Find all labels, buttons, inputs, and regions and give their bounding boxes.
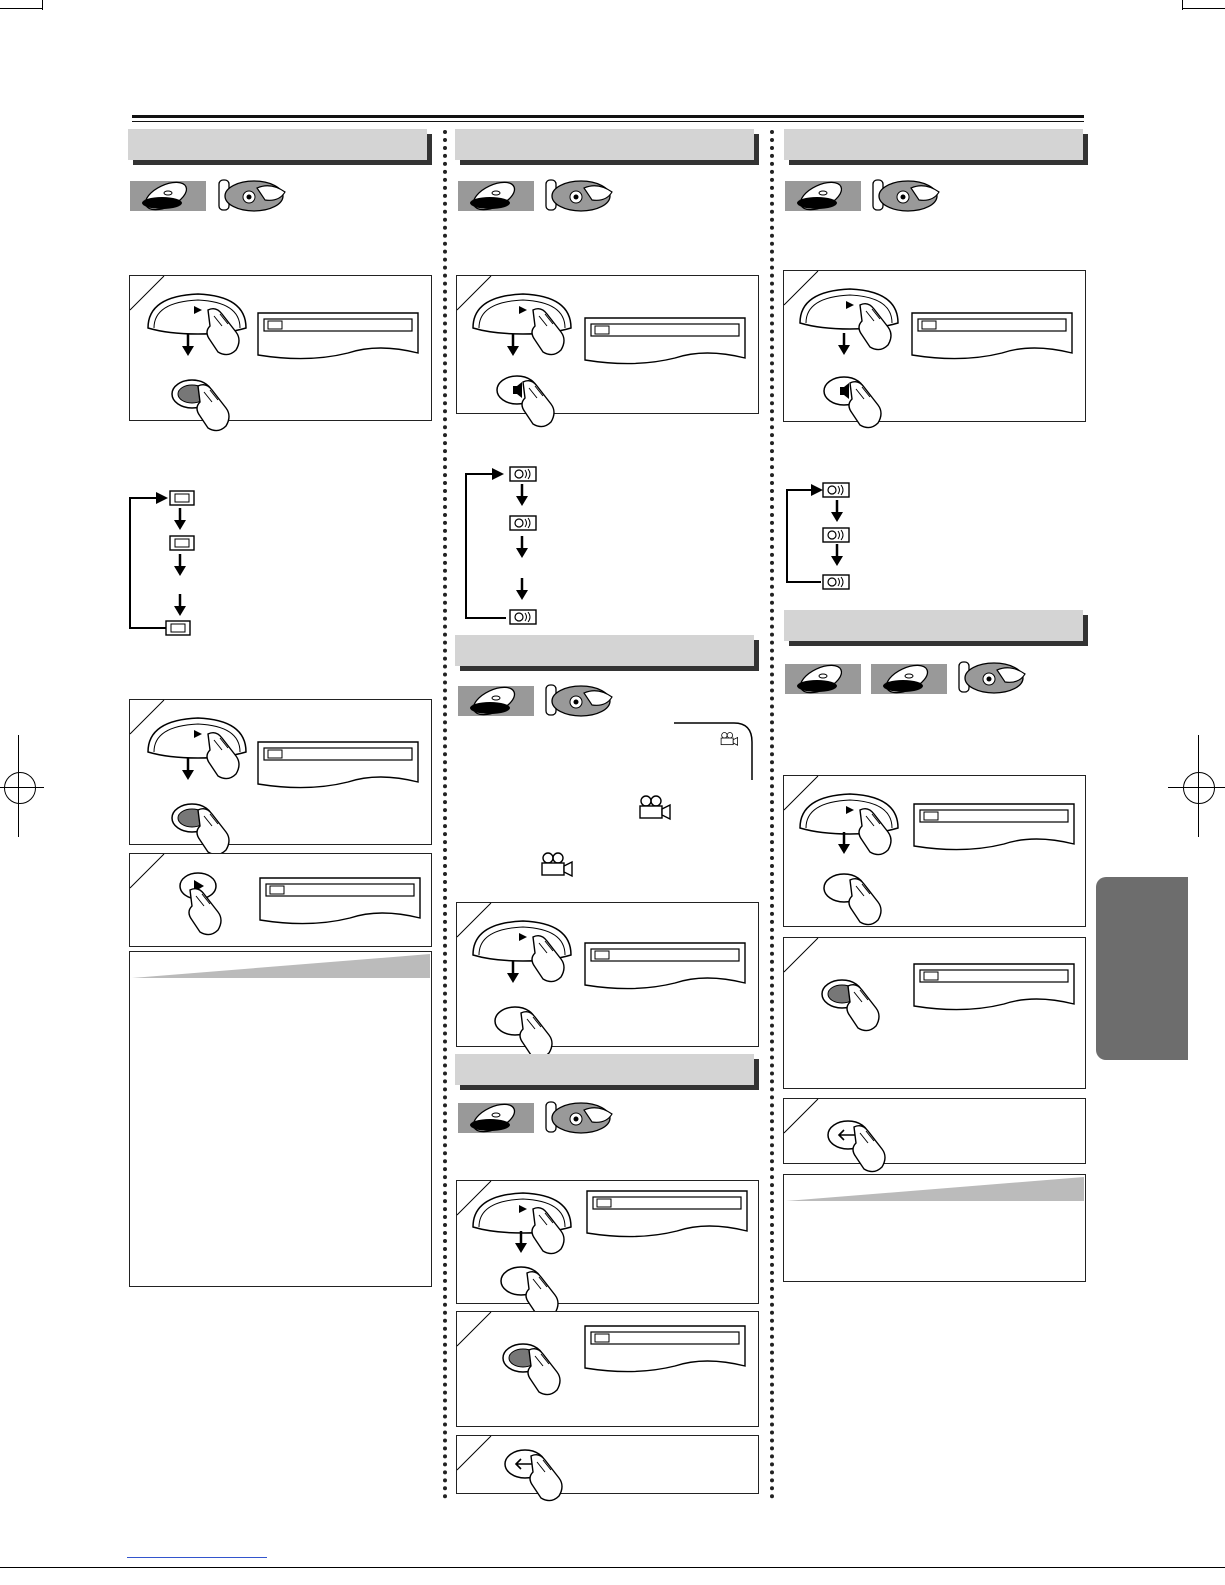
down-arrow-icon (182, 334, 196, 358)
pointing-hand-icon (198, 810, 238, 840)
on-screen-display (585, 943, 749, 999)
step-panel-1 (129, 275, 432, 421)
remote-control-icon (873, 180, 943, 214)
on-screen-display (914, 964, 1078, 1020)
pointing-hand-icon (527, 1273, 567, 1303)
registration-mark-left (4, 772, 36, 804)
section-header-audio-2 (784, 129, 1083, 160)
step-corner (457, 1312, 497, 1352)
step-corner (130, 854, 170, 894)
column-divider (770, 130, 774, 1500)
pointing-hand-icon (198, 386, 238, 416)
crop-mark (18, 735, 19, 837)
step-panel-zoom-3 (456, 1435, 759, 1494)
remote-control-icon (546, 685, 616, 719)
section-header-subtitle (128, 129, 427, 160)
down-arrow-icon (507, 334, 521, 358)
crop-mark (1198, 735, 1199, 837)
section-header-audio (455, 129, 754, 160)
section-header-zoom (455, 1054, 754, 1085)
note-bracket (674, 722, 754, 782)
down-arrow-icon (515, 1231, 529, 1255)
crop-mark (42, 0, 43, 10)
audio-cycle-diagram (462, 466, 552, 626)
registration-mark-right (1183, 772, 1215, 804)
crop-mark (1182, 0, 1183, 10)
on-screen-display (258, 742, 422, 798)
pointing-hand-icon (850, 880, 890, 910)
remote-control-icon (959, 662, 1029, 696)
note-box (129, 951, 432, 1287)
camera-angle-icon (638, 795, 672, 821)
crop-mark (1182, 8, 1225, 9)
on-screen-display (912, 313, 1076, 369)
remote-control-icon (219, 180, 289, 214)
down-arrow-icon (838, 832, 852, 856)
on-screen-display (587, 1191, 751, 1247)
disc-icon (130, 181, 208, 213)
disc-icon (458, 181, 536, 213)
note-box-2 (783, 1174, 1086, 1282)
header-rule-thin (132, 121, 1084, 122)
step-panel-title-3 (783, 1098, 1086, 1164)
header-rule (132, 115, 1084, 118)
on-screen-display (585, 1326, 749, 1382)
pointing-hand-icon (521, 1013, 561, 1043)
pointing-hand-icon (208, 310, 248, 360)
pointing-hand-icon (529, 1350, 569, 1380)
step-panel-2 (129, 699, 432, 845)
disc-icon (458, 686, 536, 718)
step-panel-angle-1 (456, 902, 759, 1047)
disc-icon (785, 181, 863, 213)
remote-control-icon (546, 1102, 616, 1136)
step-corner (784, 1099, 824, 1139)
pointing-hand-icon (208, 734, 248, 784)
camera-angle-icon (540, 852, 574, 878)
section-header-title (784, 610, 1083, 641)
pointing-hand-icon (190, 890, 230, 940)
camera-angle-icon (720, 732, 740, 748)
step-corner (457, 1436, 497, 1476)
disc-icon (458, 1103, 536, 1135)
step-panel-title-1 (783, 775, 1086, 927)
on-screen-display (258, 313, 422, 369)
crop-mark (1168, 787, 1225, 788)
step-panel-3 (129, 853, 432, 947)
pointing-hand-icon (533, 1209, 573, 1259)
disc-icon (785, 664, 863, 696)
audio-cycle-diagram (783, 482, 863, 592)
pointing-hand-icon (531, 1456, 571, 1486)
on-screen-display (585, 318, 749, 374)
down-arrow-icon (507, 961, 521, 985)
side-tab (1096, 877, 1188, 1060)
pointing-hand-icon (848, 986, 888, 1016)
pointing-hand-icon (533, 937, 573, 987)
crop-mark (0, 1567, 1225, 1568)
on-screen-display (914, 804, 1078, 860)
step-panel-audio2-1 (783, 270, 1086, 422)
step-panel-zoom-2 (456, 1311, 759, 1427)
pointing-hand-icon (850, 383, 890, 413)
column-divider (443, 130, 447, 1500)
step-panel-zoom-1 (456, 1180, 759, 1304)
note-header-bar (132, 954, 430, 978)
footer-link-underline (127, 1557, 267, 1558)
crop-mark (0, 787, 44, 788)
down-arrow-icon (838, 333, 852, 357)
crop-mark (0, 8, 42, 9)
down-arrow-icon (182, 758, 196, 782)
subtitle-cycle-diagram (126, 490, 206, 640)
pointing-hand-icon (533, 310, 573, 360)
pointing-hand-icon (523, 382, 563, 412)
pointing-hand-icon (854, 1127, 894, 1157)
on-screen-display (260, 878, 424, 934)
step-corner (784, 938, 824, 978)
section-header-angle (455, 635, 754, 666)
step-panel-title-2 (783, 937, 1086, 1089)
remote-control-icon (546, 180, 616, 214)
pointing-hand-icon (860, 305, 900, 355)
pointing-hand-icon (860, 810, 900, 860)
step-panel-audio-1 (456, 275, 759, 414)
note-header-bar (786, 1177, 1084, 1201)
disc-icon (871, 664, 949, 696)
